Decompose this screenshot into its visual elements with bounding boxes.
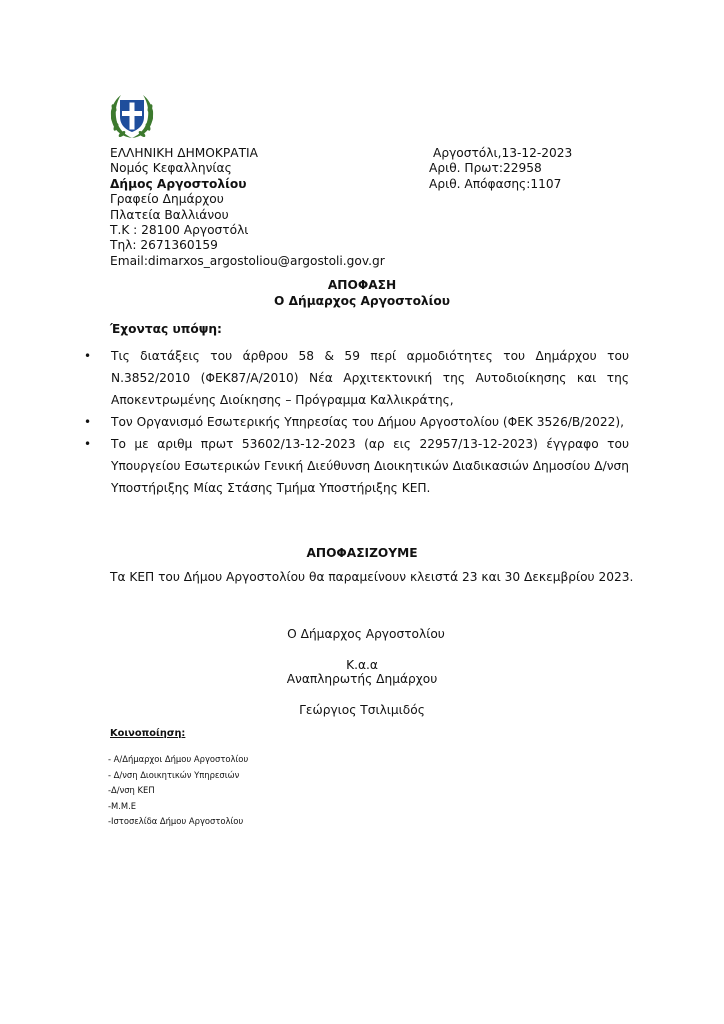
issuer-block <box>110 146 385 269</box>
list-item: - Α/Δήμαρχοι Δήμου Αργοστολίου <box>108 754 249 764</box>
list-item <box>84 411 629 433</box>
list-item <box>84 345 629 411</box>
document-date: Αργοστόλι,13-12-2023 <box>433 146 573 160</box>
issuer-line-municipality: Δήμος Αργοστολίου <box>110 176 247 191</box>
notification-list <box>108 752 248 830</box>
greek-coat-of-arms-icon <box>107 91 157 141</box>
signature-on-behalf: Κ.α.α <box>346 658 378 672</box>
list-item: -Μ.Μ.Ε <box>108 800 137 811</box>
issuer-line-office: Γραφείο Δημάρχου <box>110 192 224 207</box>
decision-text: Τα ΚΕΠ του Δήμου Αργοστολίου θα παραμείνουν κλειστά 23 και 30 Δεκεμβρίου 2023. <box>110 570 634 584</box>
list-item <box>84 433 629 499</box>
decision-number: Αριθ. Απόφασης:1107 <box>429 176 562 191</box>
issuer-line-address: Πλατεία Βαλλιάνου <box>110 207 229 222</box>
considering-label: Έχοντας υπόψη: <box>110 322 222 336</box>
document-subtitle: Ο Δήμαρχος Αργοστολίου <box>273 294 451 308</box>
considerations-list <box>84 345 629 499</box>
list-item-text: Τις διατάξεις του άρθρου 58 & 59 περί αρμοδιότητες του Δημάρχου του Ν.3852/2010 (ΦΕΚ87/Α/2010) Νέα Αρχιτεκτονική της Αυτοδιοίκησης και της Αποκεντρωμένης Διοίκησης – Πρόγραμμα Καλλικράτης, <box>111 349 629 407</box>
reference-block <box>429 146 573 192</box>
protocol-number: Αριθ. Πρωτ:22958 <box>429 161 542 176</box>
issuer-line-prefecture: Νομός Κεφαλληνίας <box>110 161 232 176</box>
list-item: -Δ/νση ΚΕΠ <box>108 785 155 796</box>
list-item: -Ιστοσελίδα Δήμου Αργοστολίου <box>108 816 244 827</box>
bullet-dot: • <box>84 415 92 429</box>
signature-role: Αναπληρωτής Δημάρχου <box>286 672 438 686</box>
document-title: ΑΠΟΦΑΣΗ <box>327 278 397 292</box>
bullet-dot: • <box>84 349 92 363</box>
issuer-line-state: ΕΛΛΗΝΙΚΗ ΔΗΜΟΚΡΑΤΙΑ <box>110 146 258 160</box>
notification-label: Κοινοποίηση: <box>110 728 186 739</box>
signatory-name: Γεώργιος Τσιλιμιδός <box>299 703 425 717</box>
issuer-line-postcode: Τ.Κ : 28100 Αργοστόλι <box>110 223 249 238</box>
bullet-dot: • <box>84 437 92 451</box>
signature-title: Ο Δήμαρχος Αργοστολίου <box>287 627 445 641</box>
issuer-line-email: Email:dimarxos_argostoliou@argostoli.gov.gr <box>110 253 385 268</box>
list-item: - Δ/νση Διοικητικών Υπηρεσιών <box>108 769 240 780</box>
decision-heading: ΑΠΟΦΑΣΙΖΟΥΜΕ <box>306 546 418 560</box>
list-item-text: Τον Οργανισμό Εσωτερικής Υπηρεσίας του Δήμου Αργοστολίου (ΦΕΚ 3526/Β/2022), <box>111 415 625 429</box>
list-item-text: Το με αριθμ πρωτ 53602/13-12-2023 (αρ εις 22957/13-12-2023) έγγραφο του Υπουργείου Εσωτερικών Γενική Διεύθυνση Διοικητικών Διαδικασιών Δημοσίου Δ/νση Υποστήριξης Μίας Στάσης Τμήμα Υποστήριξης ΚΕΠ. <box>111 437 629 495</box>
issuer-line-phone: Τηλ: 2671360159 <box>110 238 218 253</box>
